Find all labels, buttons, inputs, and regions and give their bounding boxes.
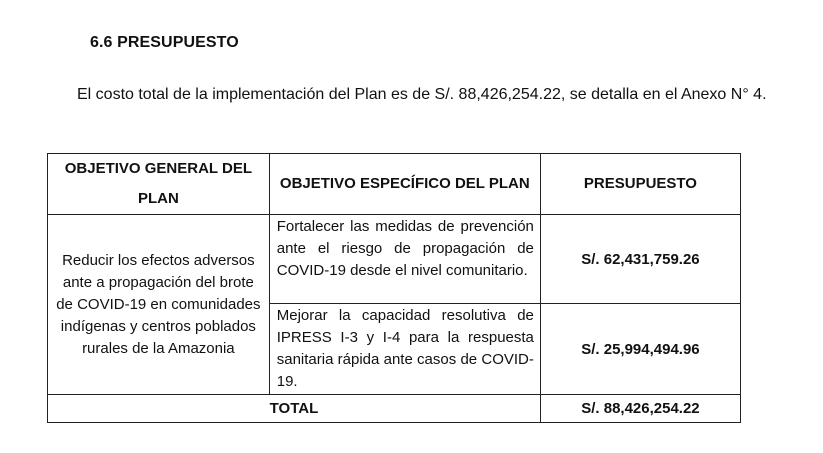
table-header-row [48, 154, 741, 215]
amount-cell: S/. 25,994,494.96 [540, 304, 740, 395]
budget-table [47, 153, 741, 423]
amount-cell: S/. 62,431,759.26 [540, 215, 740, 304]
specific-objective-cell: Mejorar la capacidad resolutiva de IPRESS I-3 y I-4 para la respuesta sanitaria rápida ante casos de COVID-19. [269, 304, 540, 395]
intro-paragraph: El costo total de la implementación del Plan es de S/. 88,426,254.22, se detalla en el Anexo N° 4. [77, 86, 767, 103]
header-specific-objective: OBJETIVO ESPECÍFICO DEL PLAN [269, 154, 540, 215]
total-row [48, 395, 741, 423]
section-title: 6.6 PRESUPUESTO [90, 34, 239, 51]
table-row [48, 215, 741, 304]
header-budget: PRESUPUESTO [540, 154, 740, 215]
total-amount: S/. 88,426,254.22 [540, 395, 740, 423]
total-label: TOTAL [48, 395, 541, 423]
specific-objective-cell: Fortalecer las medidas de prevención ante el riesgo de propagación de COVID-19 desde el nivel comunitario. [269, 215, 540, 304]
general-objective-cell: Reducir los efectos adversos ante a propagación del brote de COVID-19 en comunidades indígenas y centros poblados rurales de la Amazonia [48, 215, 270, 395]
header-general-objective: OBJETIVO GENERAL DEL PLAN [48, 154, 270, 215]
